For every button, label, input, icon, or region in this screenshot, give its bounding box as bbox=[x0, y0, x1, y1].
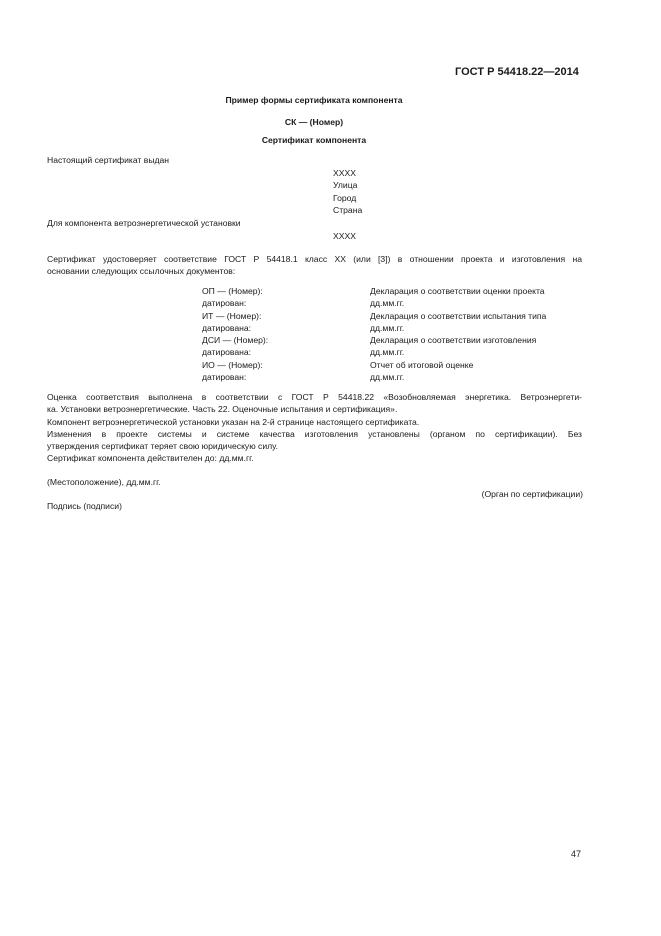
location-date: (Местоположение), дд.мм.гг. bbox=[47, 477, 161, 487]
address-line: XXXX bbox=[333, 168, 356, 178]
address-line: Город bbox=[333, 192, 357, 203]
document-id: ГОСТ Р 54418.22—2014 bbox=[455, 66, 579, 78]
ref-date: дд.мм.гг. bbox=[370, 322, 405, 333]
assessment-line: ка. Установки ветроэнергетические. Часть 22. Оценочные испытания и сертификация». bbox=[47, 404, 398, 415]
issued-address bbox=[333, 167, 362, 216]
page-number: 47 bbox=[571, 849, 582, 859]
ref-description: Декларация о соответствии изготовления bbox=[370, 335, 537, 346]
references-right-column bbox=[370, 285, 546, 383]
ref-label: ОП — (Номер): bbox=[202, 286, 263, 296]
address-line: Страна bbox=[333, 204, 363, 215]
ref-label: датирована: bbox=[202, 347, 252, 358]
ref-label: ДСИ — (Номер): bbox=[202, 335, 269, 346]
statement-line: Сертификат удостоверяет соответствие ГОСТ Р 54418.1 класс XX (или [3]) в отношении проекта и изготовления на bbox=[47, 254, 582, 264]
signature-line: Подпись (подписи) bbox=[47, 501, 122, 511]
assessment-paragraph bbox=[47, 391, 582, 465]
references-left-column bbox=[202, 285, 268, 383]
ref-date: дд.мм.гг. bbox=[370, 347, 405, 358]
assessment-line: утверждения сертификат теряет свою юридическую силу. bbox=[47, 441, 278, 452]
ref-description: Декларация о соответствии испытания типа bbox=[370, 310, 547, 321]
ref-description: Отчет об итоговой оценке bbox=[370, 359, 474, 370]
assessment-line: Компонент ветроэнергетической установки указан на 2-й странице настоящего сертификата. bbox=[47, 416, 420, 427]
ref-label: датирована: bbox=[202, 322, 252, 333]
issued-label: Настоящий сертификат выдан bbox=[47, 155, 170, 165]
assessment-line: Изменения в проекте системы и системе качества изготовления установлены (органом по сертификации). Без bbox=[47, 428, 582, 439]
component-label: Для компонента ветроэнергетической установки bbox=[47, 218, 241, 228]
statement-line: основании следующих ссылочных документов: bbox=[47, 266, 236, 277]
ref-label: датирован: bbox=[202, 372, 247, 383]
assessment-line: Сертификат компонента действителен до: дд.мм.гг. bbox=[47, 453, 254, 464]
certification-body: (Орган по сертификации) bbox=[481, 489, 583, 499]
ref-description: Декларация о соответствии оценки проекта bbox=[370, 286, 545, 296]
address-line: Улица bbox=[333, 180, 358, 191]
certificate-title: Сертификат компонента bbox=[261, 135, 367, 145]
certificate-number: СК — (Номер) bbox=[284, 117, 344, 127]
example-title: Пример формы сертификата компонента bbox=[225, 95, 403, 105]
ref-label: датирован: bbox=[202, 298, 247, 309]
statement-paragraph bbox=[47, 253, 582, 278]
ref-label: ИТ — (Номер): bbox=[202, 310, 262, 321]
ref-date: дд.мм.гг. bbox=[370, 298, 405, 309]
ref-label: ИО — (Номер): bbox=[202, 359, 263, 370]
ref-date: дд.мм.гг. bbox=[370, 372, 405, 383]
assessment-line: Оценка соответствия выполнена в соответствии с ГОСТ Р 54418.22 «Возобновляемая энергетика. Ветроэнергети- bbox=[47, 392, 582, 402]
component-value: XXXX bbox=[333, 231, 356, 241]
